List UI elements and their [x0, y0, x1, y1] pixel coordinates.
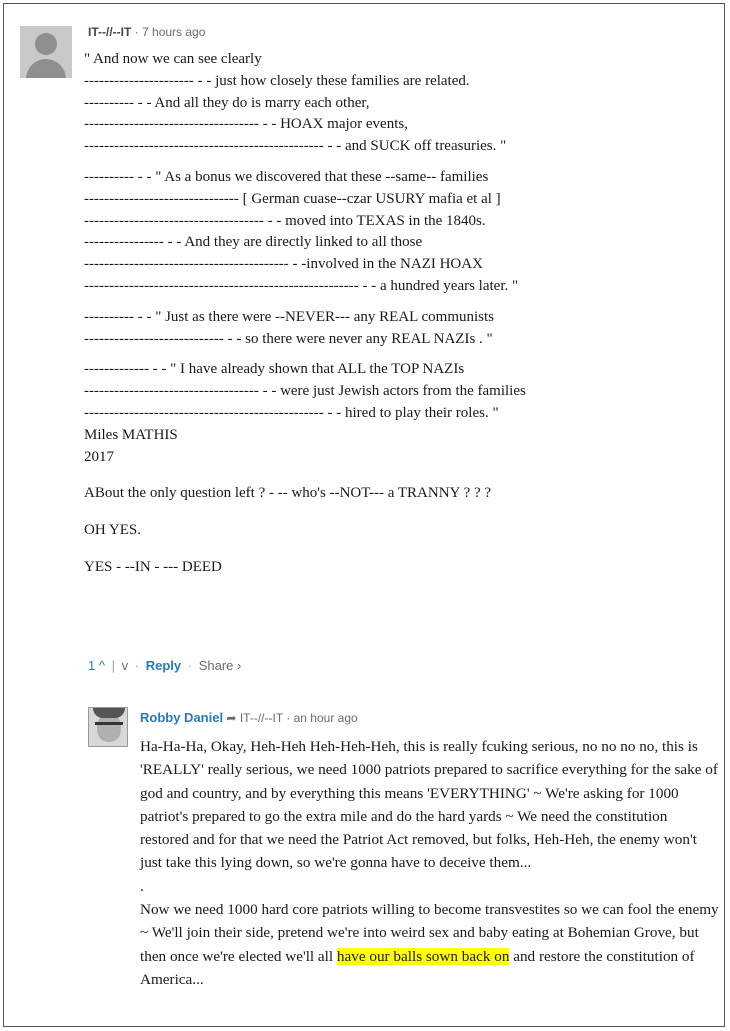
upvote-icon[interactable]: ^: [98, 658, 105, 673]
meta-separator: ·: [134, 25, 139, 39]
user-photo-icon: [95, 722, 123, 728]
comment-author[interactable]: IT--//--IT: [88, 25, 132, 39]
avatar[interactable]: [20, 26, 72, 78]
comment-line: ----------------------------------- - - HOAX major events,: [84, 116, 408, 133]
comment-line: ---------- - - And all they do is marry each other,: [84, 94, 370, 111]
comment-paragraph: [140, 898, 720, 991]
comment-meta: [140, 710, 358, 725]
comment-body: [84, 49, 704, 579]
comment-line: ------------------------------------------------------- - - a hundred years later. ": [84, 277, 519, 294]
comment-paragraph: ABout the only question left ? - -- who's --NOT--- a TRANNY ? ? ?: [84, 485, 492, 502]
avatar[interactable]: [88, 707, 128, 747]
comment-paragraph: .: [140, 877, 144, 895]
comment-author[interactable]: Robby Daniel: [140, 710, 224, 725]
comment-timestamp[interactable]: 7 hours ago: [142, 25, 206, 39]
comment-body: [140, 735, 720, 991]
comment-line: ---------------------- - - just how closely these families are related.: [84, 72, 470, 89]
reply-to-author[interactable]: IT--//--IT: [239, 711, 283, 725]
comment-line: ---------------------------- - - so there were never any REAL NAZIs . ": [84, 330, 493, 347]
comment-line: ---------- - - " As a bonus we discovered that these --same-- families: [84, 168, 489, 185]
comment-line: ----------------------------------------- - -involved in the NAZI HOAX: [84, 256, 483, 273]
comment-line: ---------- - - " Just as there were --NEVER--- any REAL communists: [84, 308, 495, 325]
comment-meta: [88, 25, 205, 39]
comment-line: 2017: [84, 448, 114, 465]
comment-line: " And now we can see clearly: [84, 51, 262, 67]
comment-thread: [3, 3, 725, 1027]
comment-paragraph: YES - --IN - --- DEED: [84, 558, 222, 575]
comment-paragraph: Ha-Ha-Ha, Okay, Heh-Heh Heh-Heh-Heh, this is really fcuking serious, no no no no, this is 'REALLY' really serious, we need 1000 patriots prepared to sacrifice everything for the sake of god and country, and by everything this means 'EVERYTHING' ~ We're asking for 1000 patriot's prepared to go the extra mile and do the hard yards ~ We need the constitution restored and for that we need the Patriot Act removed, but folks, Heh-Heh, the enemy won't just take this lying down, so we're gonna have to deceive them...: [140, 738, 718, 872]
reply-arrow-icon: ➦: [226, 711, 237, 725]
action-separator: ·: [187, 658, 193, 673]
comment-line: Miles MATHIS: [84, 426, 178, 443]
meta-separator: ·: [286, 711, 291, 725]
reply-button[interactable]: Reply: [145, 658, 182, 673]
comment-line: ------------- - - " I have already shown that ALL the TOP NAZIs: [84, 361, 465, 378]
action-separator: ·: [134, 658, 140, 673]
highlighted-text: have our balls sown back on: [336, 947, 510, 965]
comment-line: ----------------------------------- - - were just Jewish actors from the families: [84, 383, 526, 400]
comment-line: ---------------- - - And they are directly linked to all those: [84, 234, 423, 251]
comment-line: ------------------------------------------------ - - and SUCK off treasuries. ": [84, 138, 507, 155]
default-avatar-icon: [35, 33, 57, 55]
comment-line: ------------------------------------------------ - - hired to play their roles. ": [84, 404, 499, 421]
comment-line: ------------------------------- [ German cuase--czar USURY mafia et al ]: [84, 190, 501, 207]
paragraph-text: and restore the constitution of America...: [140, 947, 695, 988]
comment-timestamp[interactable]: an hour ago: [293, 711, 358, 725]
comment-line: ------------------------------------ - - moved into TEXAS in the 1840s.: [84, 212, 486, 229]
paragraph-text: Now we need 1000 hard core patriots willing to become transvestites so we can fool the enemy ~ We'll join their side, pretend we're into weird sex and baby eating at Bohemian Grove, but then once we're elected we'll all: [140, 901, 719, 965]
comment-actions: 1 ^ | v · Reply · Share ›: [88, 658, 242, 673]
downvote-icon[interactable]: v: [121, 658, 129, 673]
comment-paragraph: OH YES.: [84, 522, 141, 539]
vote-count: 1: [88, 658, 96, 673]
share-button[interactable]: Share ›: [198, 658, 242, 673]
